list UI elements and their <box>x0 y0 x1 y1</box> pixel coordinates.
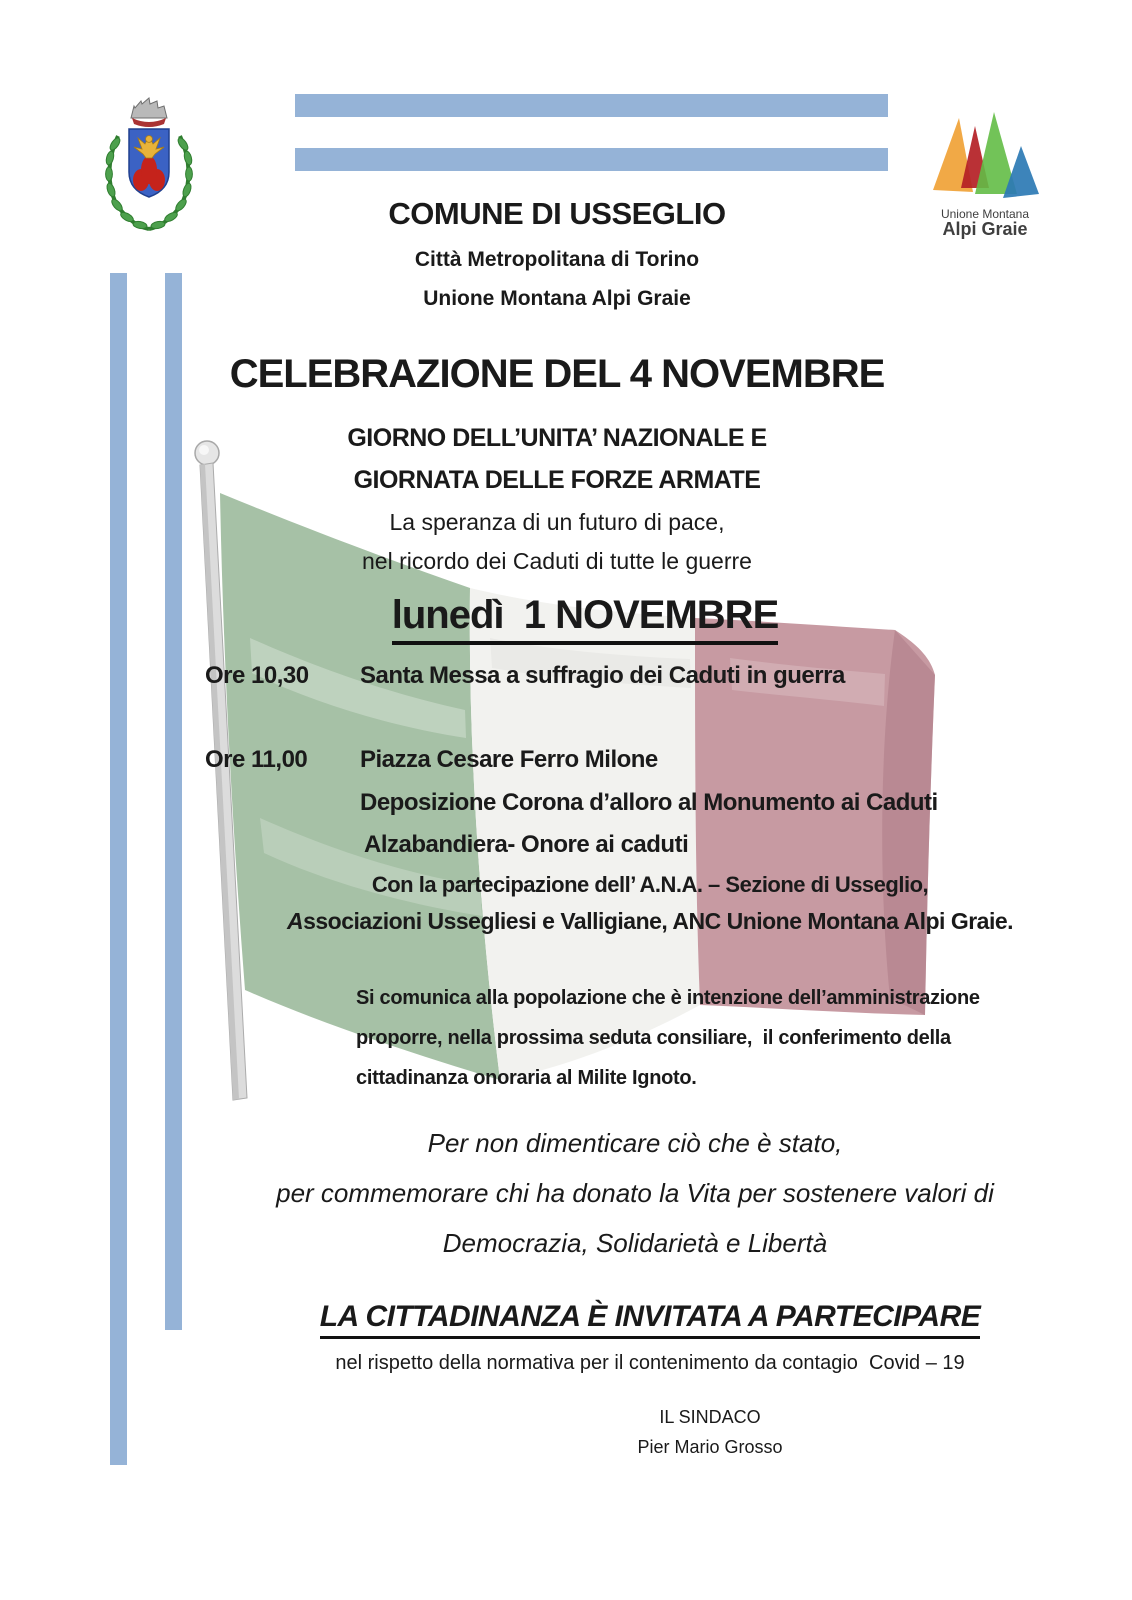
participation-line-1: Con la partecipazione dell’ A.N.A. – Sezione di Usseglio, <box>371 872 929 897</box>
quote-line-3: Democrazia, Solidarietà e Libertà <box>442 1228 828 1258</box>
event-motto-1: La speranza di un futuro di pace, <box>389 509 725 535</box>
left-bar-1 <box>110 273 127 1465</box>
notice-line-1: Si comunica alla popolazione che è intenzione dell’amministrazione <box>356 987 980 1009</box>
notice-paragraph <box>356 978 1036 1098</box>
municipality-subtitle-2: Unione Montana Alpi Graie <box>423 287 691 310</box>
signature-role: IL SINDACO <box>659 1407 761 1427</box>
schedule-text-1: Santa Messa a suffragio dei Caduti in guerra <box>360 662 845 689</box>
event-motto-2: nel ricordo dei Caduti di tutte le guerre <box>362 548 752 574</box>
schedule-time-2: Ore 11,00 <box>205 746 308 773</box>
quote-block <box>105 1118 1132 1268</box>
signature-block <box>560 1402 860 1462</box>
event-subtitle-1: GIORNO DELL’UNITA’ NAZIONALE E <box>347 424 767 452</box>
participation-line-2: Associazioni Ussegliesi e Valligiane, ANC Unione Montana Alpi Graie. <box>286 908 1014 934</box>
schedule-time-1: Ore 10,30 <box>205 662 309 689</box>
top-bar-1 <box>295 94 888 117</box>
signature-name: Pier Mario Grosso <box>637 1437 783 1457</box>
invitation-heading: LA CITTADINANZA È INVITATA A PARTECIPARE <box>170 1300 1130 1339</box>
municipality-title: COMUNE DI USSEGLIO <box>388 196 726 231</box>
event-subtitle-2: GIORNATA DELLE FORZE ARMATE <box>353 466 761 494</box>
date-heading: lunedì 1 NOVEMBRE <box>160 593 1010 645</box>
schedule-extra-line-2: Alzabandiera- Onore ai caduti <box>364 831 689 858</box>
mountains-icon <box>915 110 1055 202</box>
schedule-extra-line-1: Deposizione Corona d’alloro al Monumento ai Caduti <box>360 789 938 816</box>
covid-note: nel rispetto della normativa per il contenimento da contagio Covid – 19 <box>335 1352 965 1374</box>
logo-line1: Unione Montana <box>940 207 1030 221</box>
quote-line-1: Per non dimenticare ciò che è stato, <box>427 1128 843 1158</box>
schedule-row-1 <box>205 662 1085 690</box>
notice-line-3: cittadinanza onoraria al Milite Ignoto. <box>356 1067 697 1089</box>
quote-line-2: per commemorare chi ha donato la Vita per sostenere valori di <box>276 1178 994 1208</box>
notice-line-2: proporre, nella prossima seduta consiliare, il conferimento della <box>356 1027 951 1049</box>
event-title: CELEBRAZIONE DEL 4 NOVEMBRE <box>229 352 885 396</box>
schedule-text-2: Piazza Cesare Ferro Milone <box>360 746 658 773</box>
municipality-subtitle-1: Città Metropolitana di Torino <box>414 248 700 271</box>
crown <box>131 98 167 127</box>
top-bar-2 <box>295 148 888 171</box>
schedule-row-2 <box>205 746 1085 774</box>
logo-line2: Alpi Graie <box>942 219 1028 239</box>
